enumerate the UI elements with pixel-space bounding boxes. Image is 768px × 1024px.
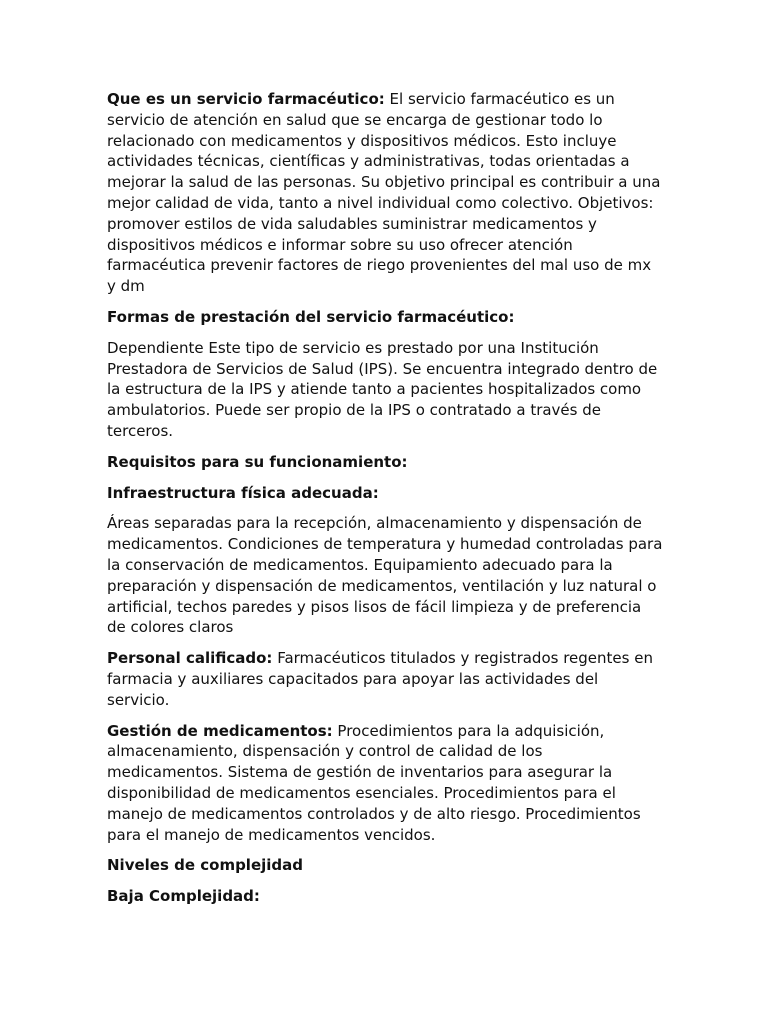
infraestructura-heading: Infraestructura física adecuada:: [107, 483, 379, 502]
personal-paragraph: [107, 648, 663, 710]
gestion-paragraph: [107, 721, 663, 846]
personal-text: Farmacéuticos titulados y registrados regentes en farmacia y auxiliares capacitados para apoyar las actividades del servicio.: [107, 649, 653, 709]
gestion-lead: Gestión de medicamentos:: [107, 721, 333, 740]
baja-complejidad-heading: Baja Complejidad:: [107, 887, 260, 906]
intro-text: El servicio farmacéutico es un servicio de atención en salud que se encarga de gestionar todo lo relacionado con medicamentos y dispositivos médicos. Esto incluye actividades técnicas, científicas y administrativas, todas orientadas a mejorar la salud de las personas. Su objetivo principal es contribuir a una mejor calidad de vida, tanto a nivel individual como colectivo. Objetivos: promover estilos de vida saludables suministrar medicamentos y dispositivos médicos e informar sobre su uso ofrecer atención farmacéutica prevenir factores de riego provenientes del mal uso de mx y dm: [107, 90, 661, 296]
personal-lead: Personal calificado:: [107, 649, 273, 668]
gestion-text: Procedimientos para la adquisición, almacenamiento, dispensación y control de calidad de los medicamentos. Sistema de gestión de inventarios para asegurar la disponibilidad de medicamentos esenciales. Procedimientos para el manejo de medicamentos controlados y de alto riesgo. Procedimientos para el manejo de medicamentos vencidos.: [107, 721, 641, 844]
requisitos-heading: Requisitos para su funcionamiento:: [107, 452, 408, 471]
document-page: [107, 89, 663, 917]
niveles-heading: Niveles de complejidad: [107, 856, 304, 875]
intro-lead: Que es un servicio farmacéutico:: [107, 90, 385, 108]
infraestructura-paragraph: Áreas separadas para la recepción, almacenamiento y dispensación de medicamentos. Condiciones de temperatura y humedad controladas para la conservación de medicamentos. Equipamiento adecuado para la preparación y dispensación de medicamentos, ventilación y luz natural o artificial, techos paredes y pisos lisos de fácil limpieza y de preferencia de colores claros: [107, 514, 663, 637]
intro-paragraph: [107, 89, 663, 297]
formas-heading: Formas de prestación del servicio farmacéutico:: [107, 307, 515, 326]
formas-paragraph: Dependiente Este tipo de servicio es prestado por una Institución Prestadora de Servicios de Salud (IPS). Se encuentra integrado dentro de la estructura de la IPS y atiende tanto a pacientes hospitalizados como ambulatorios. Puede ser propio de la IPS o contratado a través de terceros.: [107, 338, 658, 440]
